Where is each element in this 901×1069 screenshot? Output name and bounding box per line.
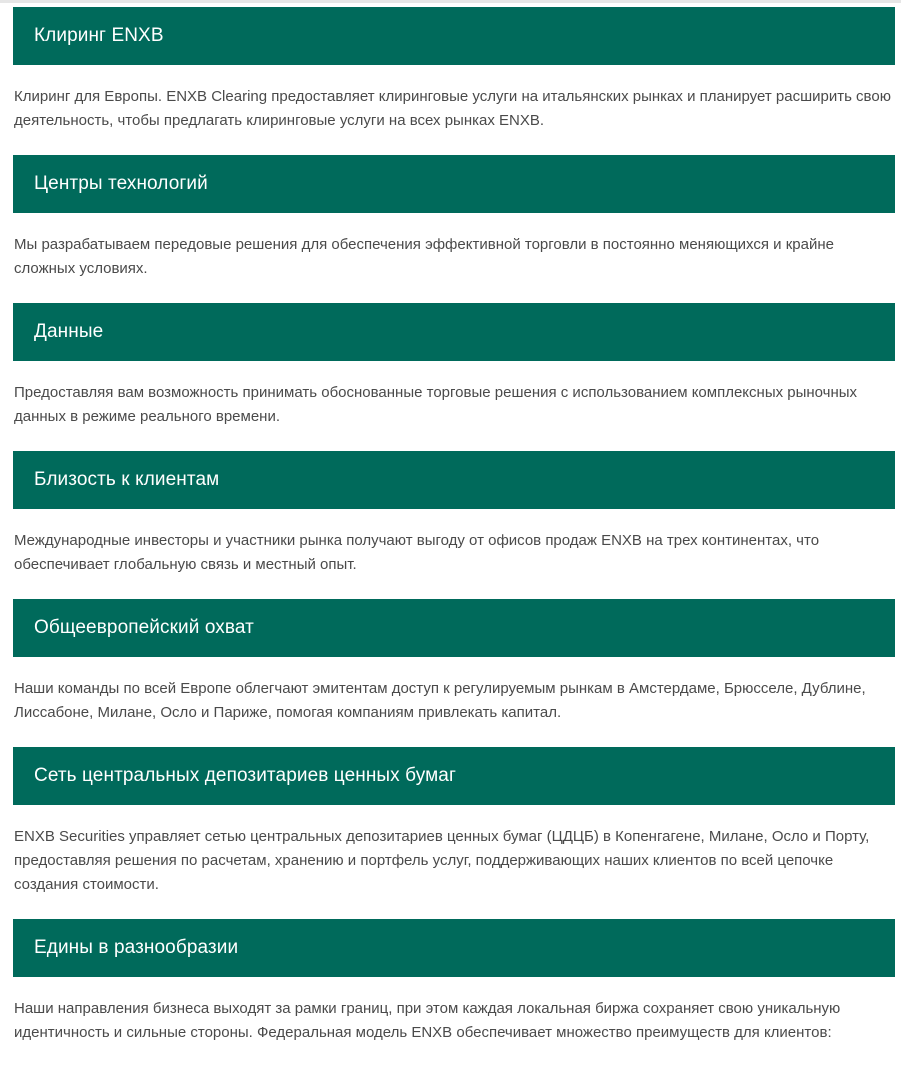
section-title: Едины в разнообразии: [34, 937, 239, 958]
section-header[interactable]: [13, 303, 895, 361]
section-body: Клиринг для Европы. ENXB Clearing предоставляет клиринговые услуги на итальянских рынках и планирует расширить свою деятельность, чтобы предлагать клиринговые услуги на всех рынках ENXB.: [14, 88, 891, 129]
section-body: Международные инвесторы и участники рынка получают выгоду от офисов продаж ENXB на трех континентах, что обеспечивает глобальную связь и местный опыт.: [14, 532, 820, 573]
section-pan-european-reach: [13, 599, 895, 747]
section-technology-centers: [13, 155, 895, 303]
section-title: Клиринг ENXB: [34, 25, 164, 46]
section-header[interactable]: [13, 155, 895, 213]
section-title: Сеть центральных депозитариев ценных бумаг: [34, 765, 456, 786]
section-client-proximity: [13, 451, 895, 599]
section-csd-network: [13, 747, 895, 919]
top-divider: [0, 0, 901, 3]
section-header[interactable]: [13, 599, 895, 657]
info-sections: [13, 7, 895, 1069]
section-clearing: [13, 7, 895, 155]
section-title: Близость к клиентам: [34, 469, 220, 490]
section-title: Центры технологий: [34, 173, 208, 194]
section-title: Общеевропейский охват: [34, 617, 254, 638]
section-title: Данные: [34, 321, 104, 342]
section-header[interactable]: [13, 747, 895, 805]
section-body: Наши направления бизнеса выходят за рамки границ, при этом каждая локальная биржа сохраняет свою уникальную идентичность и сильные стороны. Федеральная модель ENXB обеспечивает множество преимуществ для клиентов:: [14, 1000, 841, 1041]
section-united-in-diversity: [13, 919, 895, 1069]
section-body: Наши команды по всей Европе облегчают эмитентам доступ к регулируемым рынкам в Амстердаме, Брюсселе, Дублине, Лиссабоне, Милане, Осло и Париже, помогая компаниям привлекать капитал.: [14, 680, 866, 721]
section-header[interactable]: [13, 919, 895, 977]
section-header[interactable]: [13, 7, 895, 65]
section-body: Предоставляя вам возможность принимать обоснованные торговые решения с использованием комплексных рыночных данных в режиме реального времени.: [14, 384, 858, 425]
section-body: ENXB Securities управляет сетью центральных депозитариев ценных бумаг (ЦДЦБ) в Копенгагене, Милане, Осло и Порту, предоставляя решения по расчетам, хранению и портфель услуг, поддерживающих наших клиентов по всей цепочке создания стоимости.: [14, 828, 870, 893]
section-data: [13, 303, 895, 451]
section-body: Мы разрабатываем передовые решения для обеспечения эффективной торговли в постоянно меняющихся и крайне сложных условиях.: [14, 236, 834, 277]
section-header[interactable]: [13, 451, 895, 509]
